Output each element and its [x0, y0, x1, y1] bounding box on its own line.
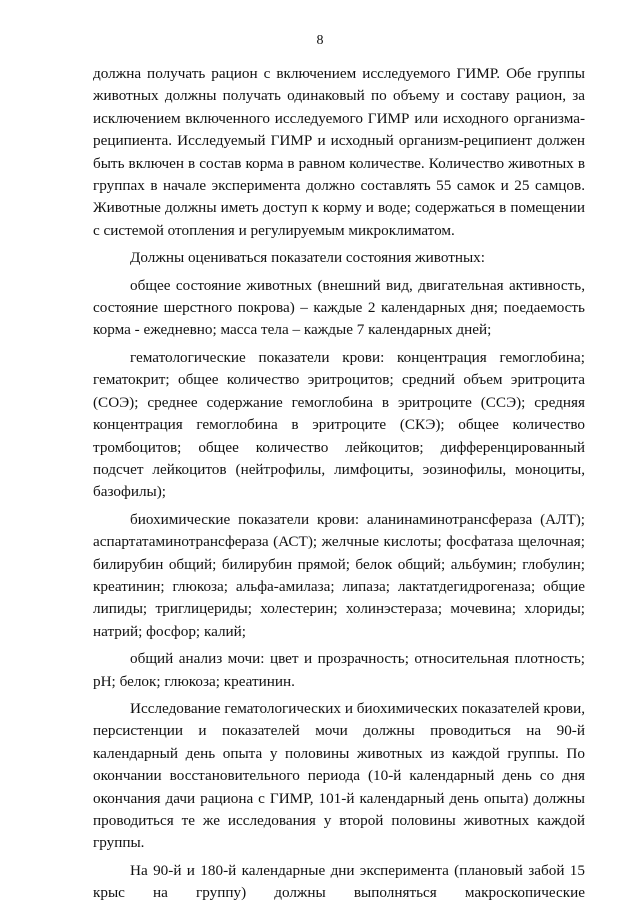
page-number: 8: [316, 33, 324, 48]
document-body: [93, 63, 585, 905]
paragraph-continuation: должна получать рацион с включением исследуемого ГИМР. Обе группы животных должны получать одинаковый по объему и составу рацион, за исключением включенного исследуемого ГИМР или исходного организма-реципиента. Исследуемый ГИМР и исходный организм-реципиент должен быть включен в состав корма в равном количестве. Количество животных в группах в начале эксперимента должно составлять 55 самок и 25 самцов. Животные должны иметь доступ к корму и воде; содержаться в помещении с системой отопления и регулируемым микроклиматом.: [93, 65, 585, 239]
paragraph-indicators-intro: Должны оцениваться показатели состояния животных:: [130, 249, 485, 267]
paragraph-necropsy: На 90-й и 180-й календарные дни эксперимента (плановый забой 15 крыс на группу) должны выполняться макроскопические: [93, 861, 585, 902]
paragraph-biochemistry: биохимические показатели крови: аланинаминотрансфераза (АЛТ); аспартатаминотрансфераза (АСТ); желчные кислоты; фосфатаза щелочная; билирубин общий; билирубин прямой; белок общий; альбумин; глобулин; креатинин; глюкоза; альфа-амилаза; липаза; лактатдегидрогеназа; общие липиды; триглицериды; холестерин; холинэстераза; мочевина; хлориды; натрий; фосфор; калий;: [93, 510, 585, 640]
paragraph-research-schedule: Исследование гематологических и биохимических показателей крови, персистенции и показателей мочи должны проводиться на 90-й календарный день опыта у половины животных из каждой группы. По окончании восстановительного периода (10-й календарный день со дня окончания дачи рациона с ГИМР, 101-й календарный день опыта) должны проводиться те же исследования у второй половины животных каждой группы.: [93, 699, 585, 852]
paragraph-hematology: гематологические показатели крови: концентрация гемоглобина; гематокрит; общее количество эритроцитов; средний объем эритроцита (СОЭ); среднее содержание гемоглобина в эритроците (ССЭ); средняя концентрация гемоглобина в эритроците (СКЭ); общее количество тромбоцитов; общее количество лейкоцитов; дифференцированный подсчет лейкоцитов (нейтрофилы, лимфоциты, эозинофилы, моноциты, базофилы);: [93, 348, 585, 501]
paragraph-general-state: общее состояние животных (внешний вид, двигательная активность, состояние шерстного покрова) – каждые 2 календарных дня; поедаемость корма - ежедневно; масса тела – каждые 7 календарных дней;: [93, 276, 585, 339]
paragraph-urinalysis: общий анализ мочи: цвет и прозрачность; относительная плотность; pH; белок; глюкоза; креатинин.: [93, 650, 585, 690]
